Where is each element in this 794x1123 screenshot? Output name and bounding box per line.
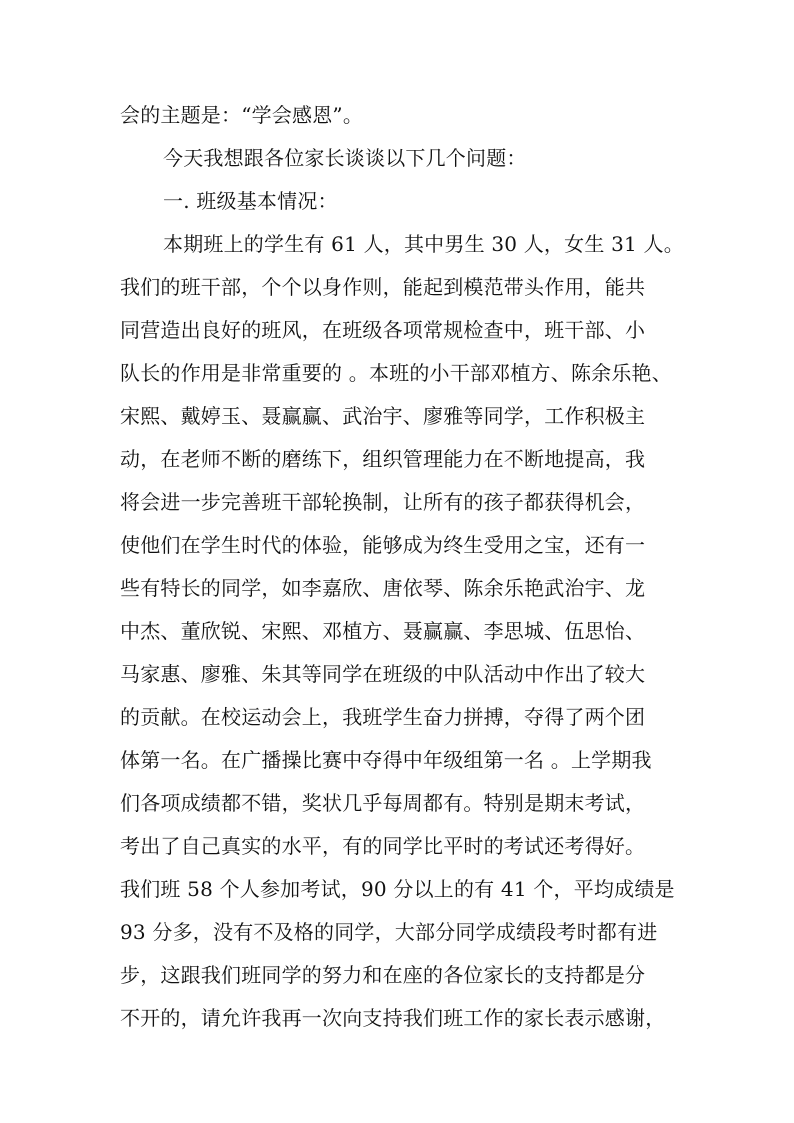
text-line: 体第一名。在广播操比赛中夺得中年级组第一名 。上学期我 xyxy=(120,748,652,772)
text-line: 本期班上的学生有 61 人，其中男生 30 人，女生 31 人。 xyxy=(163,232,684,256)
text-line: 步，这跟我们班同学的努力和在座的各位家长的支持都是分 xyxy=(120,963,646,987)
text-line: 我们的班干部，个个以身作则，能起到模范带头作用，能共 xyxy=(120,275,646,299)
text-line: 队长的作用是非常重要的 。本班的小干部邓植方、陈余乐艳、 xyxy=(120,361,672,385)
text-line: 93 分多，没有不及格的同学，大部分同学成绩段考时都有进 xyxy=(120,920,658,944)
text-line: 些有特长的同学，如李嘉欣、唐依琴、陈余乐艳武治宇、龙 xyxy=(120,576,646,600)
text-line: 会的主题是：“学会感恩”。 xyxy=(120,103,364,127)
text-line: 不开的，请允许我再一次向支持我们班工作的家长表示感谢， xyxy=(120,1006,666,1030)
text-line: 我们班 58 个人参加考试，90 分以上的有 41 个，平均成绩是 xyxy=(120,877,675,901)
text-line: 使他们在学生时代的体验，能够成为终生受用之宝，还有一 xyxy=(120,533,646,557)
text-line: 们各项成绩都不错，奖状几乎每周都有。特别是期末考试， xyxy=(120,791,646,815)
text-line: 动，在老师不断的磨练下，组织管理能力在不断地提高，我 xyxy=(120,447,646,471)
text-line: 将会进一步完善班干部轮换制，让所有的孩子都获得机会， xyxy=(120,490,646,514)
text-line: 今天我想跟各位家长谈谈以下几个问题： xyxy=(163,146,527,170)
text-line: 马家惠、廖雅、朱其等同学在班级的中队活动中作出了较大 xyxy=(120,662,646,686)
text-line: 中杰、董欣锐、宋熙、邓植方、聂赢赢、李思城、伍思怡、 xyxy=(120,619,646,643)
text-line: 考出了自己真实的水平，有的同学比平时的考试还考得好。 xyxy=(120,834,646,858)
text-line: 宋熙、戴婷玉、聂赢赢、武治宇、廖雅等同学，工作积极主 xyxy=(120,404,646,428)
section-heading: 一. 班级基本情况： xyxy=(163,189,338,213)
text-line: 的贡献。在校运动会上，我班学生奋力拼搏，夺得了两个团 xyxy=(120,705,646,729)
text-line: 同营造出良好的班风，在班级各项常规检查中，班干部、小 xyxy=(120,318,646,342)
